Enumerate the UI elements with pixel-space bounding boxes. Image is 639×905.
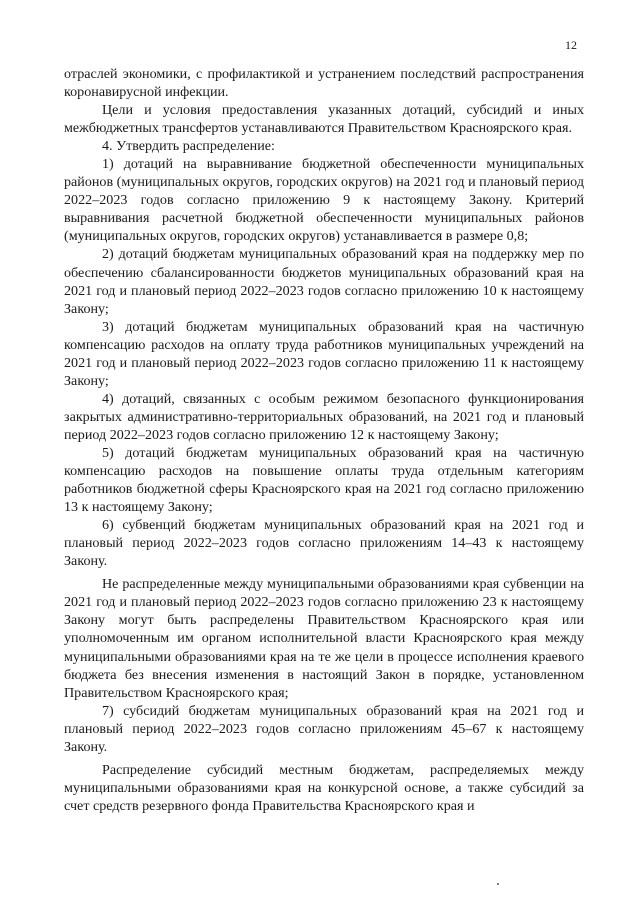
paragraph-subsidy-distribution: Распределение субсидий местным бюджетам, распределяемых между муниципальными образованиями края на конкурсной основе, а также субсидий за счет средств резервного фонда Правительства Красноярского края и xyxy=(64,761,584,814)
list-item-2: 2) дотаций бюджетам муниципальных образований края на поддержку мер по обеспечению сбалансированности бюджетов муниципальных образований края на 2021 год и плановый период 2022–2023 годов согласно приложению 10 к настоящему Закону; xyxy=(64,246,584,317)
list-item-7: 7) субсидий бюджетам муниципальных образований края на 2021 год и плановый период 2022–2023 годов согласно приложениям 45–67 к настоящему Закону. xyxy=(64,702,584,755)
paragraph-undistributed-subventions: Не распределенные между муниципальными образованиями края субвенции на 2021 год и плановый период 2022–2023 годов согласно приложению 23 к настоящему Закону могут быть распределены Правительством Красноярского края или уполномоченным им органом исполнительной власти Красноярского края между муниципальными образованиями края на те же цели в процессе исполнения краевого бюджета без внесения изменения в настоящий Закон в порядке, установленном Правительством Красноярского края; xyxy=(64,576,584,701)
paragraph-conditions: Цели и условия предоставления указанных дотаций, субсидий и иных межбюджетных трансфертов устанавливаются Правительством Красноярского края. xyxy=(64,102,584,137)
document-body xyxy=(64,65,584,815)
list-item-5: 5) дотаций бюджетам муниципальных образований края на частичную компенсацию расходов на повышение оплаты труда отдельным категориям работников бюджетной сферы Красноярского края на 2021 год согласно приложению 13 к настоящему Закону; xyxy=(64,444,584,516)
list-item-6: 6) субвенций бюджетам муниципальных образований края на 2021 год и плановый период 2022–2023 годов согласно приложениям 14–43 к настоящему Закону. xyxy=(64,517,584,570)
list-item-4: 4) дотаций, связанных с особым режимом безопасного функционирования закрытых административно-территориальных образований, на 2021 год и плановый период 2022–2023 годов согласно приложению 12 к настоящему Закону; xyxy=(64,390,584,443)
list-item-1: 1) дотаций на выравнивание бюджетной обеспеченности муниципальных районов (муниципальных округов, городских округов) на 2021 год и плановый период 2022–2023 годов согласно приложению 9 к настоящему Закону. Критерий выравнивания расчетной бюджетной обеспеченности муниципальных районов (муниципальных округов, городских округов) устанавливается в размере 0,8; xyxy=(64,156,584,245)
list-item-3: 3) дотаций бюджетам муниципальных образований края на частичную компенсацию расходов на оплату труда работников муниципальных учреждений на 2021 год и плановый период 2022–2023 годов согласно приложению 11 к настоящему Закону; xyxy=(64,318,584,389)
scan-dot-mark xyxy=(497,883,499,885)
paragraph-section-4-heading: 4. Утвердить распределение: xyxy=(102,138,275,155)
paragraph-continuation: отраслей экономики, с профилактикой и устранением последствий распространения коронавирусной инфекции. xyxy=(64,66,584,101)
page-number: 12 xyxy=(565,38,577,52)
